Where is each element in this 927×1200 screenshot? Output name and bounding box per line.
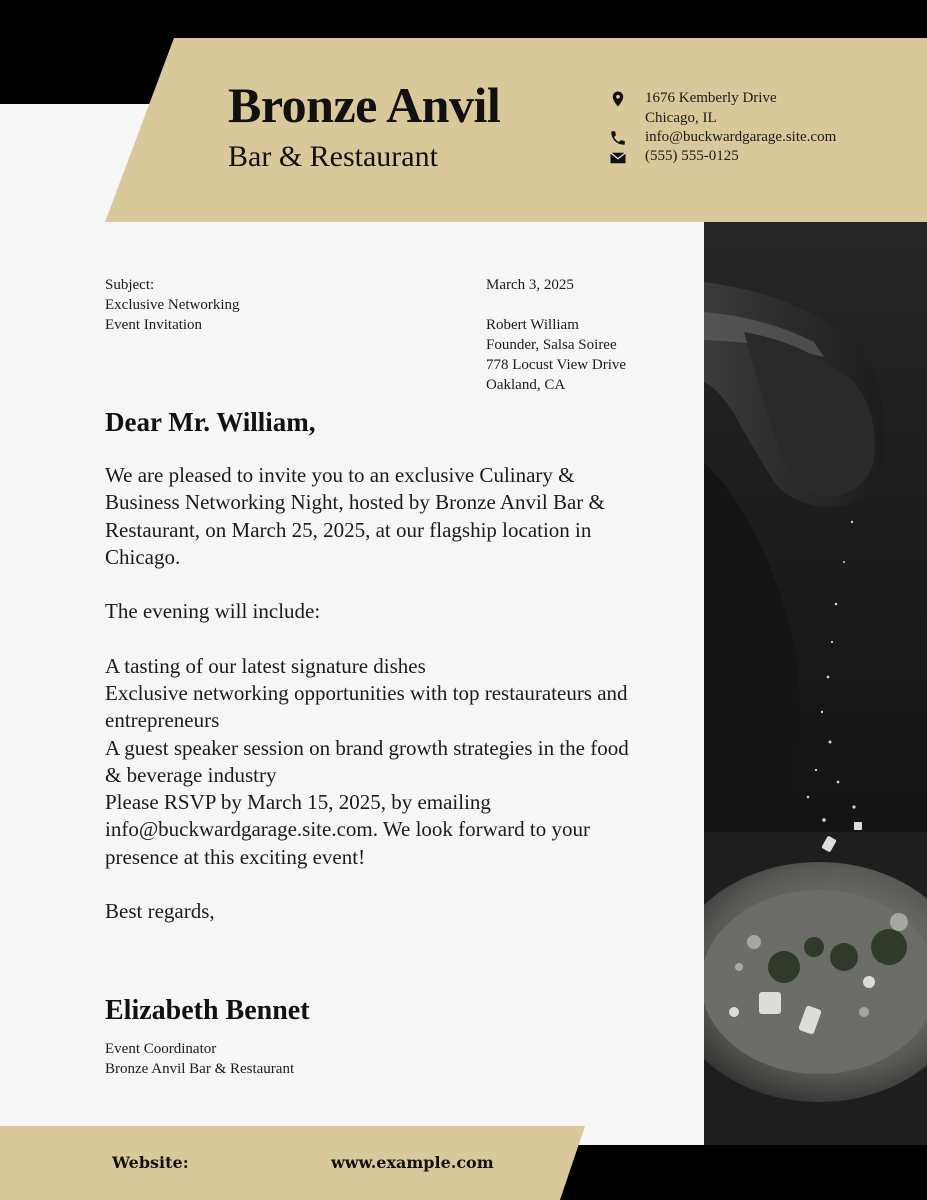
list-item: Exclusive networking opportunities with top restaurateurs and entrepreneurs <box>105 681 628 733</box>
greeting: Dear Mr. William, <box>105 407 316 437</box>
list-item: Please RSVP by March 15, 2025, by emailing info@buckwardgarage.site.com. We look forward to your presence at this exciting event! <box>105 790 590 869</box>
recipient-street: 778 Locust View Drive <box>486 357 627 373</box>
address-line-2: Chicago, IL <box>645 110 717 126</box>
brand-name: Bronze Anvil <box>228 77 501 133</box>
contact-phone: (555) 555-0125 <box>645 148 739 164</box>
brand-subtitle: Bar & Restaurant <box>228 140 438 173</box>
website-label: Website: <box>112 1153 189 1172</box>
envelope-icon <box>609 149 627 167</box>
paragraph-evening: The evening will include: <box>105 599 321 623</box>
paragraph-invitation: We are pleased to invite you to an exclusive Culinary & Business Networking Night, hosted by Bronze Anvil Bar & Restaurant, on March 25, 2025, at our flagship location in Chicago. <box>105 463 605 569</box>
closing: Best regards, <box>105 899 215 923</box>
signature-company: Bronze Anvil Bar & Restaurant <box>105 1061 295 1077</box>
subject-line-1: Exclusive Networking <box>105 297 240 313</box>
address-line-1: 1676 Kemberly Drive <box>645 90 777 106</box>
signature-title: Event Coordinator <box>105 1041 217 1057</box>
phone-icon <box>609 129 627 147</box>
list-item: A guest speaker session on brand growth strategies in the food & beverage industry <box>105 736 629 788</box>
subject-line-2: Event Invitation <box>105 317 203 333</box>
subject-label: Subject: <box>105 277 155 293</box>
chef-plating-photo <box>704 222 927 1145</box>
location-pin-icon <box>609 90 627 108</box>
letter-date: March 3, 2025 <box>486 277 574 293</box>
recipient-name: Robert William <box>486 317 579 333</box>
recipient-title: Founder, Salsa Soiree <box>486 337 617 353</box>
website-link[interactable]: www.example.com <box>331 1153 494 1172</box>
footer-accent-shape <box>0 1126 585 1200</box>
signature-name: Elizabeth Bennet <box>105 995 310 1026</box>
list-item: A tasting of our latest signature dishes <box>105 654 426 678</box>
recipient-city: Oakland, CA <box>486 377 566 393</box>
contact-email[interactable]: info@buckwardgarage.site.com <box>645 129 837 145</box>
